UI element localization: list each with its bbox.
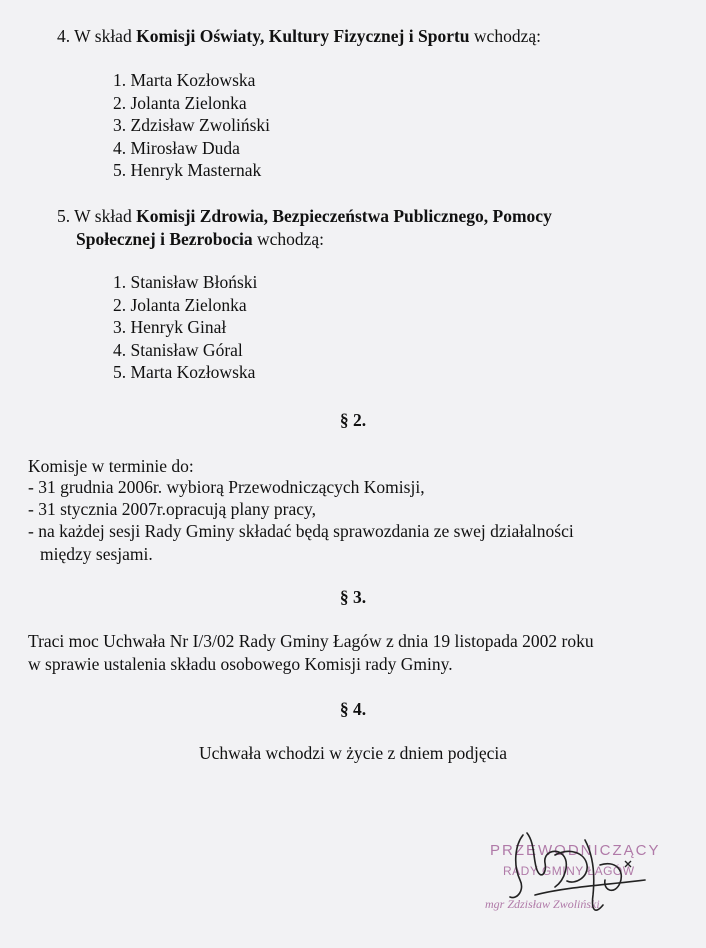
paragraph-3-line: Traci moc Uchwała Nr I/3/02 Rady Gminy Łagów z dnia 19 listopada 2002 roku (28, 631, 594, 651)
section-4-member: 2. Jolanta Zielonka (113, 93, 247, 113)
stamp-council: RADY GMINY ŁAGÓW (503, 864, 635, 878)
paragraph-2-continuation: między sesjami. (40, 544, 153, 564)
section-5-member: 1. Stanisław Błoński (113, 272, 258, 292)
stamp-name: mgr Zdzisław Zwoliński (485, 897, 600, 911)
section-4-member: 5. Henryk Masternak (113, 160, 262, 180)
stamp-title: PRZEWODNICZĄCY (490, 842, 661, 859)
paragraph-4-heading: § 4. (339, 699, 367, 719)
section-4-member: 4. Mirosław Duda (113, 138, 240, 158)
section-4-member: 3. Zdzisław Zwoliński (113, 115, 270, 135)
paragraph-2-item: - na każdej sesji Rady Gminy składać będą sprawozdania ze swej działalności (28, 521, 574, 541)
paragraph-3-heading: § 3. (339, 587, 367, 607)
section-5-member: 4. Stanisław Góral (113, 340, 243, 360)
section-4-member: 1. Marta Kozłowska (113, 70, 256, 90)
paragraph-3-line: w sprawie ustalenia składu osobowego Komisji rady Gminy. (28, 654, 453, 674)
section-5-intro-line2: Społecznej i Bezrobocia wchodzą: (76, 229, 325, 249)
section-4-intro: 4. W skład Komisji Oświaty, Kultury Fizycznej i Sportu wchodzą: (57, 26, 541, 46)
handwritten-signature (475, 825, 685, 925)
section-5-member: 2. Jolanta Zielonka (113, 295, 247, 315)
section-5-member: 5. Marta Kozłowska (113, 362, 256, 382)
section-5-member: 3. Henryk Ginał (113, 317, 227, 337)
section-5-intro-line1: 5. W skład Komisji Zdrowia, Bezpieczeństwa Publicznego, Pomocy (57, 206, 552, 226)
paragraph-2-heading: § 2. (339, 410, 367, 430)
paragraph-2-item: - 31 grudnia 2006r. wybiorą Przewodniczących Komisji, (28, 477, 425, 497)
chairman-stamp (475, 825, 685, 925)
paragraph-4-text: Uchwała wchodzi w życie z dniem podjęcia (198, 743, 508, 763)
paragraph-2-item: - 31 stycznia 2007r.opracują plany pracy, (28, 499, 316, 519)
paragraph-2-intro: Komisje w terminie do: (28, 456, 194, 476)
